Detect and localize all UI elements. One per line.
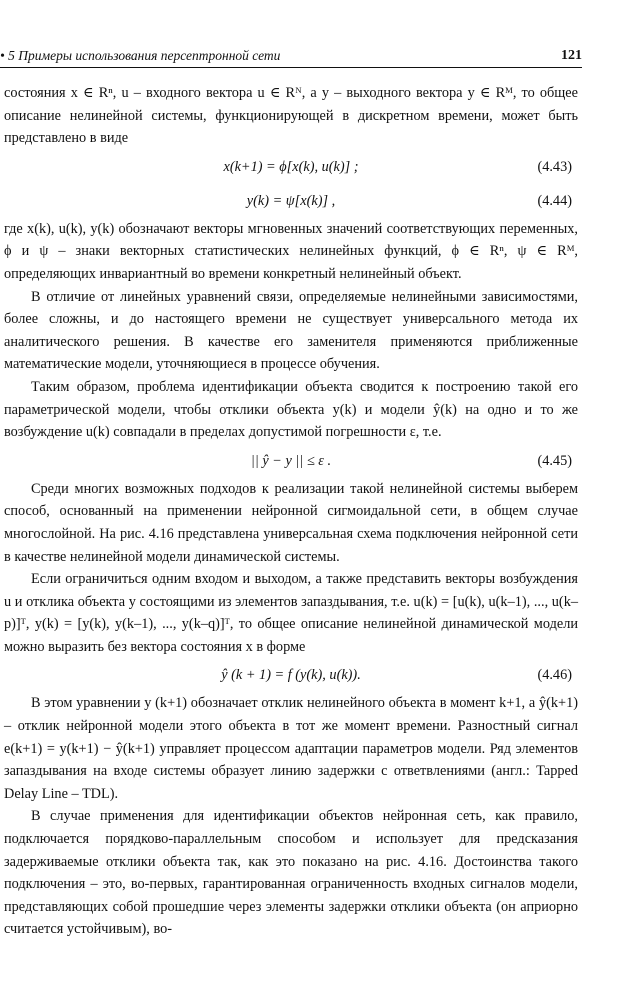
equation-formula: x(k+1) = ϕ[x(k), u(k)] ; [223,158,359,175]
running-header [0,44,582,68]
equation-formula: y(k) = ψ[x(k)] , [246,192,336,209]
page-number: 121 [561,48,582,63]
equation-4-43 [4,150,578,184]
paragraph-6: Если ограничиться одним входом и выходом, а также представить векторы возбуждения u и отклика объекта y состоящими из элементов запаздывания, т.е. u(k) = [u(k), u(k–1), ..., u(k–p)]ᵀ, y(k) = [y(k), y(k–1), ..., y(k–q)]ᵀ, то общее описание нелинейной динамической модели можно выразить без вектора состояния x в форме [4,571,578,655]
equation-4-46 [4,658,578,692]
equation-number: (4.45) [537,452,572,469]
paragraph-7: В этом уравнении y (k+1) обозначает отклик нелинейного объекта в момент k+1, а ŷ(k+1) – отклик нейронной модели этого объекта в тот же момент времени. Разностный сигнал e(k+1) = y(k+1) − ŷ(k+1) управляет процессом адаптации параметров модели. Ряд элементов запаздывания на входе системы образует линию задержки с ответвлениями (англ.: Tapped Delay Line – TDL). [4,695,578,802]
paragraph-4: Таким образом, проблема идентификации объекта сводится к построению такой его параметрической модели, чтобы отклики объекта y(k) и модели ŷ(k) на одно и то же возбуждение u(k) совпадали в пределах допустимой погрешности ε, т.е. [4,378,578,441]
paragraph-2: где x(k), u(k), y(k) обозначают векторы мгновенных значений соответствующих переменных, ϕ и ψ – знаки векторных статистических нелинейных функций, ϕ ∈ Rⁿ, ψ ∈ Rᴹ, определяющих инвариантный во времени конкретный нелинейный объект. [4,220,578,282]
equation-number: (4.43) [537,158,572,175]
paragraph-8: В случае применения для идентификации объектов нейронная сеть, как правило, подключается порядково-параллельным способом и использует для предсказания задерживаемые отклики объекта так, как это показано на рис. 4.16. Достоинства такого подключения – это, во-первых, гарантированная ограниченность входных сигналов модели, представляющих собой прошедшие через элементы задержки отклики объекта (он априорно считается устойчивым), во- [4,808,578,938]
equation-number: (4.44) [537,192,572,209]
equation-4-45 [4,444,578,478]
equation-number: (4.46) [537,667,572,684]
paragraph-1: состояния x ∈ Rⁿ, u – входного вектора u ∈ Rᴺ, а y – выходного вектора y ∈ Rᴹ, то общее описание нелинейной системы, функционирующей в дискретном времени, может быть представлено в виде [4,85,578,147]
paragraph-3: В отличие от линейных уравнений связи, определяемые нелинейными зависимостями, более сложны, и до настоящего времени не существует универсального метода их аналитического решения. В качестве его заменителя применяются приближенные математические модели, уточняющиеся в процессе обучения. [4,288,578,373]
section-title: • 5 Примеры использования персептронной сети [0,48,281,63]
equation-formula: ŷ (k + 1) = f (y(k), u(k)). [221,667,361,684]
equation-formula: || ŷ − y || ≤ ε . [250,452,332,469]
page-body [4,82,578,941]
equation-4-44 [4,184,578,218]
paragraph-5: Среди многих возможных подходов к реализации такой нелинейной системы выберем способ, основанный на применении нейронной сигмоидальной сети, в общем случае многослойной. На рис. 4.16 представлена универсальная схема подключения нейронной сети в качестве нелинейной модели динамической системы. [4,480,578,565]
